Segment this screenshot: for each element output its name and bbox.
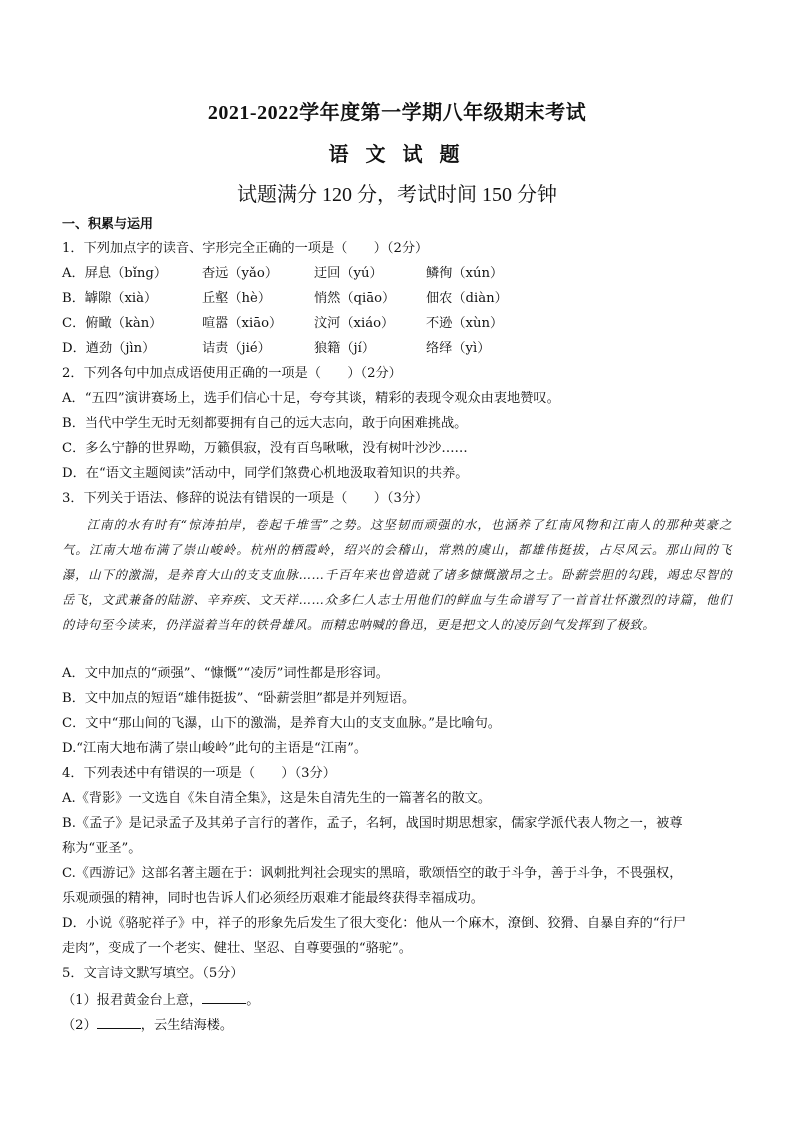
q3-passage: 江南的水有时有“惊涛拍岸，卷起千堆雪”之势。这坚韧而顽强的水，也涵养了红南风物和江南人的那种英豪之气。江南大地布满了崇山峻岭。杭州的栖霞岭，绍兴的会稽山，常熟的虞山，都雄伟挺拔，占尽风云。那山间的飞瀑，山下的激湍，是养育大山的支支血脉……千百年来也曾造就了诸多慷慨激昂之士。卧薪尝胆的勾践，竭忠尽智的岳飞，文武兼备的陆游、辛弃疾、文天祥……众多仁人志士用他们的鲜血与生命谱写了一首首壮怀激烈的诗篇，他们的诗句至今读来，仍洋溢着当年的铁骨雄风。而精忠呐喊的鲁迅，更是把文人的凌厉剑气发挥到了极致。 xyxy=(62,518,732,632)
subject-title: 语 文 试 题 xyxy=(328,144,466,166)
q1-option-row-d xyxy=(62,339,742,359)
q4-option-a: A.《背影》一文选自《朱自清全集》，这是朱自清先生的一篇著名的散文。 xyxy=(62,791,492,806)
q1-a-2: 杳远（yǎo） xyxy=(202,266,279,281)
q4-option-d-line2: 走肉”，变成了一个老实、健壮、坚忍、自尊要强的“骆驼”。 xyxy=(62,941,412,956)
q2-option-c: C．多么宁静的世界呦，万籁俱寂，没有百鸟啾啾，没有树叶沙沙…… xyxy=(62,441,468,456)
q5-item-1 xyxy=(62,989,742,1011)
q5-item-2-text: ，云生结海楼。 xyxy=(140,1018,234,1033)
exam-info: 试题满分 120 分，考试时间 150 分钟 xyxy=(237,184,557,206)
q1-d-1: D．遒劲（jìn） xyxy=(62,341,156,356)
q1-c-3: 汶河（xiáo） xyxy=(314,316,395,331)
q3-option-c: C．文中“那山间的飞瀑，山下的激湍，是养育大山的支支血脉。”是比喻句。 xyxy=(62,716,501,731)
q3-option-d: D.“江南大地布满了崇山峻岭”此句的主语是“江南”。 xyxy=(62,741,368,756)
q3-option-a: A．文中加点的“顽强”、“慷慨”“凌厉”词性都是形容词。 xyxy=(62,666,389,681)
q5-item-2 xyxy=(62,1014,742,1036)
q1-option-row-b xyxy=(62,289,742,309)
q1-a-4: 鳞徇（xún） xyxy=(426,266,504,281)
q1-c-1: C．俯瞰（kàn） xyxy=(62,316,163,331)
q1-option-row-a xyxy=(62,264,742,284)
q4-option-b-line2: 称为“亚圣”。 xyxy=(62,841,142,856)
q4-option-b-line1: B.《孟子》是记录孟子及其弟子言行的著作，孟子，名轲，战国时期思想家，儒家学派代表人物之一，被尊 xyxy=(62,816,683,831)
q4-option-c-line1: C.《西游记》这部名著主题在于：讽刺批判社会现实的黑暗，歌颂悟空的敢于斗争，善于斗争，不畏强权， xyxy=(62,866,683,881)
q1-d-3: 狼籍（jí） xyxy=(314,341,376,356)
q1-d-4: 络绎（yì） xyxy=(426,341,491,356)
q1-c-2: 喧嚣（xiāo） xyxy=(202,316,283,331)
q1-c-4: 不逊（xùn） xyxy=(426,316,504,331)
q2-stem: 2．下列各句中加点成语使用正确的一项是（ ）（2分） xyxy=(62,366,402,381)
q5-item-1-text: （1）报君黄金台上意， xyxy=(62,993,203,1008)
q1-a-1: A．屏息（bǐng） xyxy=(62,266,168,281)
q1-b-3: 悄然（qiāo） xyxy=(314,291,396,306)
q2-option-b: B．当代中学生无时无刻都要拥有自己的远大志向，敢于向困难挑战。 xyxy=(62,416,468,431)
q4-stem: 4．下列表述中有错误的一项是（ ）（3分） xyxy=(62,766,336,781)
q1-option-row-c xyxy=(62,314,742,334)
q2-option-a: A．“五四”演讲赛场上，选手们信心十足，夸夸其谈，精彩的表现令观众由衷地赞叹。 xyxy=(62,391,560,406)
q3-stem: 3．下列关于语法、修辞的说法有错误的一项是（ ）（3分） xyxy=(62,491,429,506)
q5-item-1-blank[interactable] xyxy=(202,989,246,1004)
q1-b-2: 丘壑（hè） xyxy=(202,291,272,306)
q3-option-b: B．文中加点的短语“雄伟挺拔”、“卧薪尝胆”都是并列短语。 xyxy=(62,691,416,706)
q5-item-1-end: 。 xyxy=(246,993,260,1008)
q4-option-d-line1: D．小说《骆驼祥子》中，祥子的形象先后发生了很大变化：他从一个麻木，潦倒、狡猾、自暴自弃的“行尸 xyxy=(62,916,686,931)
q1-b-4: 佃农（diàn） xyxy=(426,291,508,306)
q1-stem: 1．下列加点字的读音、字形完全正确的一项是（ ）（2分） xyxy=(62,241,429,256)
q2-option-d: D．在“语文主题阅读”活动中，同学们煞费心机地汲取着知识的共养。 xyxy=(62,466,469,481)
q5-item-2-blank[interactable] xyxy=(97,1014,141,1029)
section-heading: 一、积累与运用 xyxy=(62,217,154,232)
q1-b-1: B．罅隙（xià） xyxy=(62,291,158,306)
q4-option-c-line2: 乐观顽强的精神，同时也告诉人们必须经历艰难才能最终获得幸福成功。 xyxy=(62,891,484,906)
exam-title: 2021-2022学年度第一学期八年级期末考试 xyxy=(207,102,587,124)
q1-d-2: 诘责（jié） xyxy=(202,341,271,356)
q1-a-3: 迂回（yú） xyxy=(314,266,383,281)
q5-stem: 5．文言诗文默写填空。（5分） xyxy=(62,966,244,981)
q5-item-2-number: （2） xyxy=(62,1018,97,1033)
